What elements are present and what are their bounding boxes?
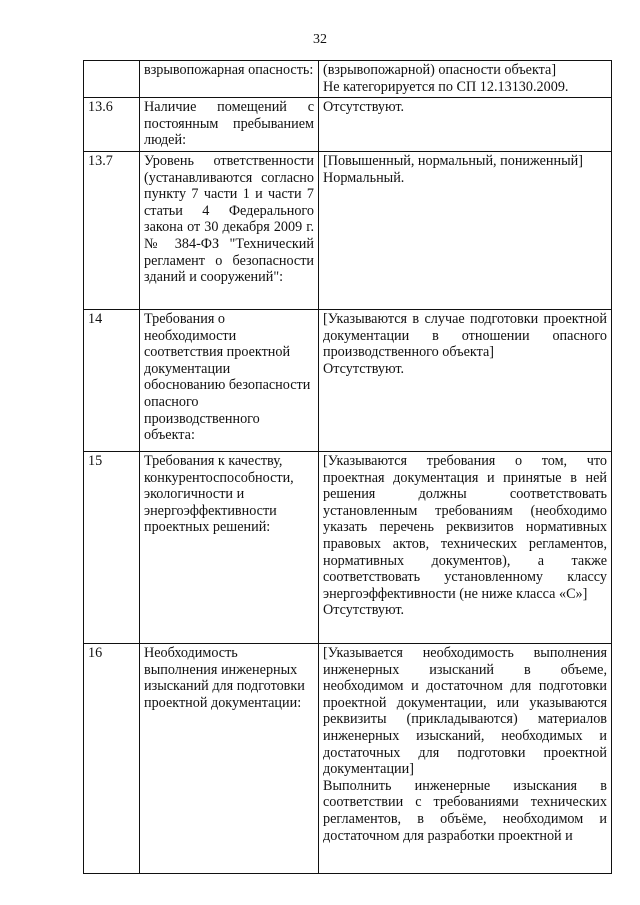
value-line: (взрывопожарной) опасности объекта]: [323, 62, 557, 78]
value-line: Не категорируется по СП 12.13130.2009.: [323, 78, 569, 95]
row-value: [319, 61, 612, 98]
row-description: взрывопожарная опасность:: [140, 61, 319, 98]
row-description: Необходимость выполнения инженерных изысканий для подготовки проектной документации:: [140, 643, 319, 873]
row-value: [319, 309, 612, 451]
row-description: Требования о необходимости соответствия проектной документации обоснованию безопасности опасного производственного объекта:: [140, 309, 319, 451]
requirements-table: [83, 60, 612, 874]
row-number: 14: [84, 309, 140, 451]
page-number: 32: [313, 32, 327, 47]
table-row: [84, 61, 612, 98]
value-line: [Указывается необходимость выполнения инженерных изысканий в объеме, необходимом и достаточном для подготовки проектной документации, или указываются реквизиты (прикладываются) материалов инженерных изысканий, необходимых и достаточных для подготовки проектной документации]: [323, 644, 607, 778]
value-line: Отсутствуют.: [323, 99, 405, 116]
row-number: 15: [84, 451, 140, 643]
row-description: Уровень ответственности (устанавливаются согласно пункту 7 части 1 и части 7 статьи 4 Федерального закона от 30 декабря 2009 г. № 384-ФЗ "Технический регламент о безопасности зданий и сооружений":: [140, 151, 319, 309]
row-number: 13.6: [84, 98, 140, 152]
row-value: [319, 151, 612, 309]
row-value: [319, 451, 612, 643]
table-row: [84, 451, 612, 643]
value-line: Отсутствуют.: [323, 602, 405, 619]
row-number: 16: [84, 643, 140, 873]
row-value: [319, 643, 612, 873]
table-row: [84, 98, 612, 152]
row-description: Наличие помещений с постоянным пребыванием людей:: [140, 98, 319, 152]
value-line: Отсутствуют.: [323, 360, 405, 377]
value-line: Выполнить инженерные изыскания в соответствии с требованиями технических регламентов, в объёме, необходимом и достаточном для разработки проектной и: [323, 777, 607, 844]
row-number: [84, 61, 140, 98]
row-description: Требования к качеству, конкурентоспособности, экологичности и энергоэффективности проектных решений:: [140, 451, 319, 643]
row-value: [319, 98, 612, 152]
value-line: Нормальный.: [323, 169, 405, 186]
value-line: [Указываются требования о том, что проектная документация и принятые в ней решения должны соответствовать установленным требованиям (необходимо указать перечень реквизитов нормативных правовых актов, технических регламентов, нормативных документов), а также соответствовать установленному классу энергоэффективности (не ниже класса «С»]: [323, 452, 607, 602]
value-line: [Повышенный, нормальный, пониженный]: [323, 152, 583, 169]
table-row: [84, 151, 612, 309]
row-number: 13.7: [84, 151, 140, 309]
value-line: [Указываются в случае подготовки проектной документации в отношении опасного производственного объекта]: [323, 310, 607, 361]
table-row: [84, 309, 612, 451]
table-row: [84, 643, 612, 873]
